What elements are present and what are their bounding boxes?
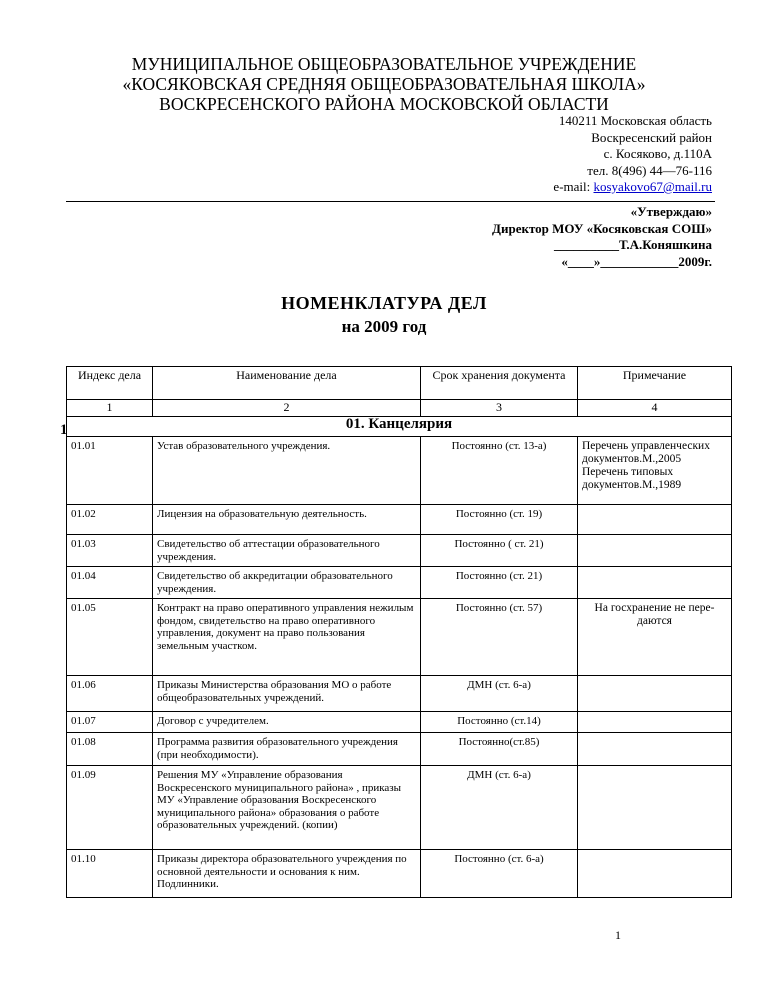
table-row <box>67 567 732 599</box>
header-divider <box>66 201 715 202</box>
row-term: ДМН (ст. 6-а) <box>421 676 578 712</box>
row-index: 01.10 <box>67 850 153 898</box>
address-line-1: 140211 Московская область <box>558 113 712 128</box>
table-row <box>67 850 732 898</box>
row-name: Контракт на право оперативного управления нежилым фондом, свидетельство на право оперативного управления, документ на право пользования земельным участком. <box>153 599 421 676</box>
row-name: Решения МУ «Управление образования Воскресенского муниципального района» , приказы МУ «Управление образования Воскресенского муниципального района» образования о работе образовательных учреждений. (копии) <box>153 766 421 850</box>
org-line-3: ВОСКРЕСЕНСКОГО РАЙОНА МОСКОВСКОЙ ОБЛАСТИ <box>159 94 609 114</box>
row-index: 01.05 <box>67 599 153 676</box>
header-name: Наименование дела <box>153 367 421 400</box>
email-line <box>553 179 712 196</box>
row-term: ДМН (ст. 6-а) <box>421 766 578 850</box>
row-name: Лицензия на образовательную деятельность. <box>153 505 421 535</box>
section-title: 01. Канцелярия <box>67 417 732 437</box>
row-term: Постоянно (ст. 57) <box>421 599 578 676</box>
row-note <box>578 850 732 898</box>
header-term: Срок хранения документа <box>421 367 578 400</box>
section-marker: 1 <box>60 422 68 438</box>
table-row <box>67 712 732 733</box>
organization-header <box>0 54 768 114</box>
row-name: Свидетельство об аттестации образовательного учреждения. <box>153 535 421 567</box>
section-row <box>67 417 732 437</box>
approval-line-1: «Утверждаю» <box>630 204 712 219</box>
table-row <box>67 437 732 505</box>
address-line-3: с. Косяково, д.110А <box>603 146 712 161</box>
row-name: Устав образовательного учреждения. <box>153 437 421 505</box>
table-row <box>67 766 732 850</box>
page-number: 1 <box>615 928 621 942</box>
document-title: НОМЕНКЛАТУРА ДЕЛ <box>281 293 487 313</box>
col-number-3: 3 <box>421 400 578 417</box>
row-index: 01.06 <box>67 676 153 712</box>
row-index: 01.08 <box>67 733 153 766</box>
phone: тел. 8(496) 44—76-116 <box>587 162 712 178</box>
row-note <box>578 712 732 733</box>
header-index: Индекс дела <box>67 367 153 400</box>
row-index: 01.01 <box>67 437 153 505</box>
table-header-row <box>67 367 732 400</box>
approval-block <box>492 204 712 270</box>
approval-line-3: __________Т.А.Коняшкина <box>553 237 712 252</box>
approval-line-4: «____»____________2009г. <box>561 253 712 269</box>
approval-line-2: Директор МОУ «Косяковская СОШ» <box>492 220 712 236</box>
row-name: Приказы директора образовательного учреждения по основной деятельности и основания к ним. Подлинники. <box>153 850 421 898</box>
row-note <box>578 733 732 766</box>
org-line-2: «КОСЯКОВСКАЯ СРЕДНЯЯ ОБЩЕОБРАЗОВАТЕЛЬНАЯ ШКОЛА» <box>122 74 646 94</box>
row-note <box>578 766 732 850</box>
row-term: Постоянно (ст. 13-а) <box>421 437 578 505</box>
table-row <box>67 733 732 766</box>
header-note: Примечание <box>578 367 732 400</box>
address-line-2: Воскресенский район <box>591 129 712 145</box>
row-name: Свидетельство об аккредитации образовательного учреждения. <box>153 567 421 599</box>
row-note <box>578 535 732 567</box>
row-term: Постоянно ( ст. 21) <box>421 535 578 567</box>
row-term: Постоянно (ст.14) <box>421 712 578 733</box>
row-term: Постоянно (ст. 6-а) <box>421 850 578 898</box>
row-index: 01.09 <box>67 766 153 850</box>
col-number-4: 4 <box>578 400 732 417</box>
column-number-row <box>67 400 732 417</box>
row-name: Договор с учредителем. <box>153 712 421 733</box>
col-number-2: 2 <box>153 400 421 417</box>
email-label: e-mail: <box>553 179 594 194</box>
row-note <box>578 567 732 599</box>
row-note: На госхранение не пере-даются <box>578 599 732 676</box>
table-row <box>67 676 732 712</box>
row-term: Постоянно(ст.85) <box>421 733 578 766</box>
row-term: Постоянно (ст. 19) <box>421 505 578 535</box>
row-index: 01.02 <box>67 505 153 535</box>
row-note <box>578 505 732 535</box>
row-index: 01.04 <box>67 567 153 599</box>
document-subtitle: на 2009 год <box>341 317 427 336</box>
address-block <box>553 113 712 196</box>
row-note <box>578 676 732 712</box>
row-name: Программа развития образовательного учреждения (при необходимости). <box>153 733 421 766</box>
table-row <box>67 535 732 567</box>
table-row <box>67 599 732 676</box>
row-index: 01.03 <box>67 535 153 567</box>
row-note: Перечень управленческих документов.М.,2005 Перечень типовых документов.М.,1989 <box>578 437 732 505</box>
table-row <box>67 505 732 535</box>
row-index: 01.07 <box>67 712 153 733</box>
row-term: Постоянно (ст. 21) <box>421 567 578 599</box>
email-link[interactable]: kosyakovo67@mail.ru <box>593 179 712 194</box>
org-line-1: МУНИЦИПАЛЬНОЕ ОБЩЕОБРАЗОВАТЕЛЬНОЕ УЧРЕЖДЕНИЕ <box>131 54 637 74</box>
nomenclature-table <box>66 366 732 898</box>
col-number-1: 1 <box>67 400 153 417</box>
row-name: Приказы Министерства образования МО о работе общеобразовательных учреждений. <box>153 676 421 712</box>
